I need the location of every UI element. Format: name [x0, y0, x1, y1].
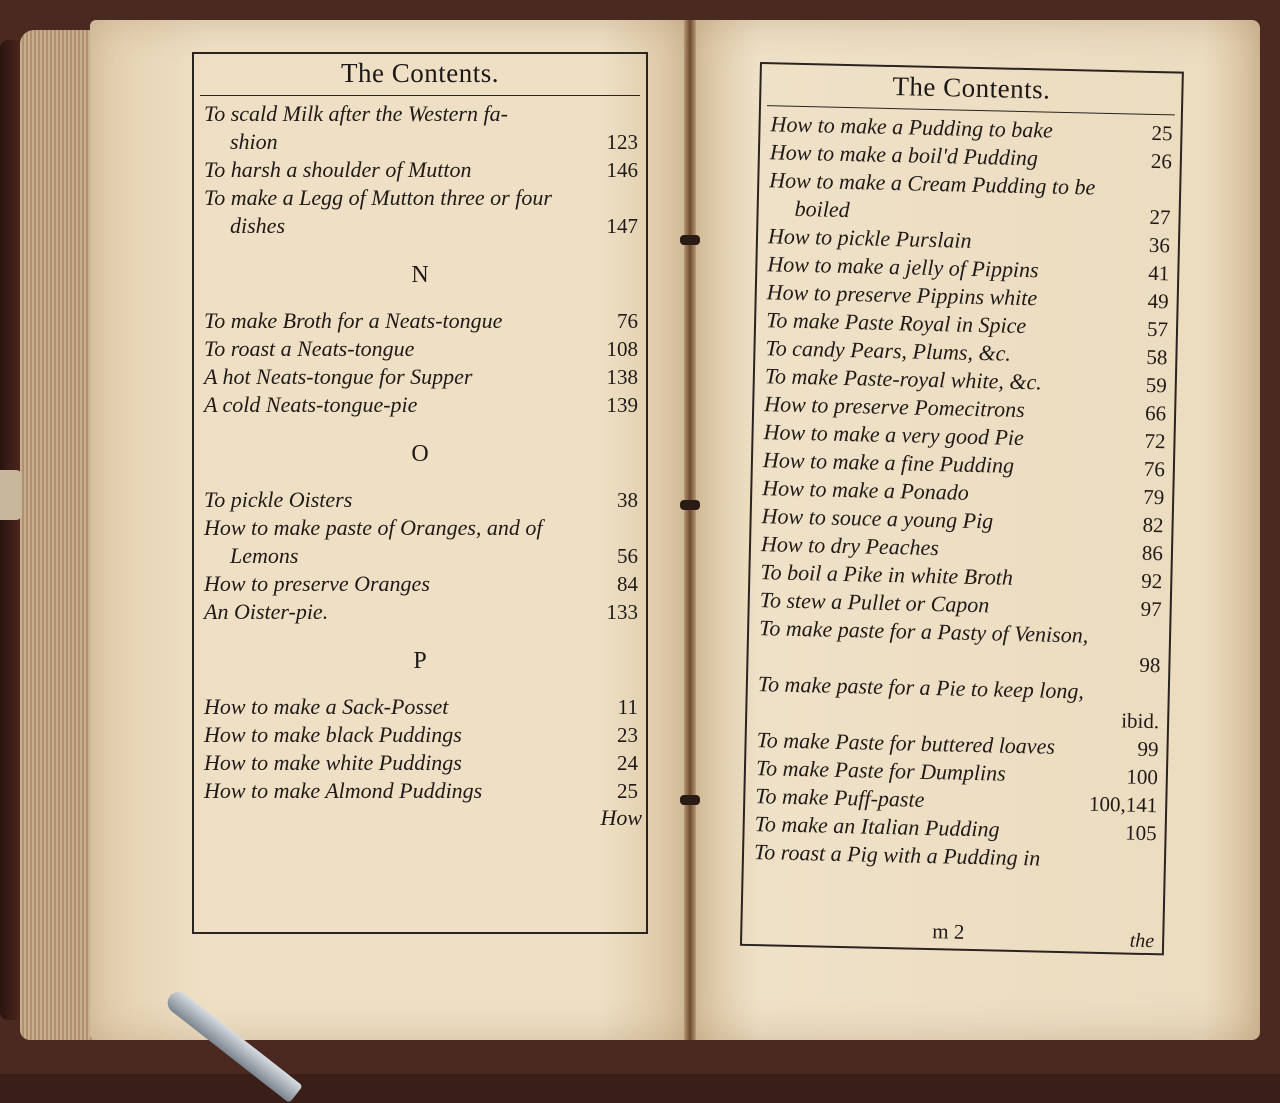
entry-page-number: 99 [1137, 736, 1159, 762]
section-o-entries [194, 486, 646, 626]
right-catchword: the [1129, 929, 1155, 953]
section-m-entries [194, 100, 646, 240]
entry-title: To make a Legg of Mutton three or four [204, 185, 552, 210]
entry-title: How to make a jelly of Pippins [767, 251, 1039, 283]
contents-entry [204, 391, 638, 419]
entry-page-number: 82 [1142, 512, 1164, 538]
entry-page-number: 146 [606, 158, 638, 182]
entry-title: How to pickle Purslain [767, 223, 972, 253]
right-page-entries [744, 110, 1181, 875]
entry-title: How to make paste of Oranges, and of [204, 515, 543, 540]
entry-page-number: 36 [1148, 232, 1171, 258]
entry-title: How to make Almond Puddings [204, 778, 483, 803]
entry-page-number: 41 [1148, 260, 1170, 286]
entry-title: How to make a Ponado [762, 475, 970, 505]
entry-title: To pickle Oisters [204, 487, 353, 512]
entry-page-number: 84 [617, 572, 638, 596]
entry-title-continued: dishes [230, 213, 285, 238]
entry-title: To scald Milk after the Western fa- [204, 101, 508, 126]
entry-page-number: 49 [1147, 288, 1169, 314]
right-contents-frame [740, 62, 1184, 955]
contents-entry [204, 100, 638, 128]
contents-entry [204, 721, 638, 749]
entry-title: To make Paste-royal white, &c. [764, 363, 1043, 395]
entry-page-number: 57 [1146, 316, 1169, 342]
contents-entry [204, 693, 638, 721]
entry-title: To harsh a shoulder of Mutton [204, 157, 472, 182]
entry-title: How to souce a young Pig [761, 503, 994, 534]
entry-page-number: 38 [617, 488, 638, 512]
contents-entry [204, 486, 638, 514]
entry-page-number: 100,141 [1088, 791, 1158, 818]
entry-title: How to make a fine Pudding [762, 447, 1015, 478]
entry-title: How to make a boil'd Pudding [769, 139, 1039, 171]
entry-title: How to preserve Oranges [204, 571, 430, 596]
section-n-entries [194, 307, 646, 419]
entry-title: A cold Neats-tongue-pie [204, 392, 418, 417]
contents-entry-continued [204, 128, 638, 156]
entry-title: To make Paste for buttered loaves [756, 727, 1056, 759]
section-p-entries [194, 693, 646, 805]
left-page-heading: The Contents. [341, 58, 499, 88]
contents-entry [204, 335, 638, 363]
right-page-heading: The Contents. [892, 71, 1051, 105]
entry-title: To stew a Pullet or Capon [759, 587, 990, 618]
entry-title: To roast a Neats-tongue [204, 336, 415, 361]
contents-entry-continued [204, 542, 638, 570]
entry-title: How to dry Peaches [760, 531, 940, 561]
left-catchword: How [600, 805, 642, 830]
left-contents-frame [192, 52, 648, 934]
entry-page-number: 56 [617, 544, 638, 568]
entry-page-number: 76 [617, 309, 638, 333]
entry-title: A hot Neats-tongue for Supper [204, 364, 473, 389]
book-gutter [684, 20, 696, 1040]
entry-page-number: 86 [1141, 540, 1164, 566]
entry-page-number: 76 [1143, 456, 1166, 482]
entry-page-number: 133 [606, 600, 638, 624]
entry-page-number: 123 [606, 130, 638, 154]
contents-entry [204, 749, 638, 777]
binding-stitch [680, 235, 700, 245]
entry-page-number: 25 [1151, 120, 1173, 146]
entry-title: To make an Italian Pudding [754, 811, 1000, 842]
entry-page-number: 26 [1150, 148, 1173, 174]
signature-mark: m 2 [932, 919, 965, 944]
entry-title: How to make a Pudding to bake [770, 111, 1054, 143]
entry-page-number: 72 [1144, 428, 1166, 454]
entry-title: An Oister-pie. [204, 599, 329, 624]
heading-rule [200, 95, 640, 96]
contents-entry [204, 514, 638, 542]
entry-page-number: 100 [1126, 764, 1159, 790]
contents-entry [204, 156, 638, 184]
contents-entry [204, 570, 638, 598]
entry-page-number: 59 [1145, 372, 1168, 398]
entry-title: How to preserve Pippins white [766, 279, 1038, 311]
entry-page-number: 92 [1141, 568, 1163, 594]
entry-page-number: 97 [1140, 596, 1162, 622]
entry-page-number: 108 [606, 337, 638, 361]
entry-page-number: 24 [617, 751, 638, 775]
entry-title-continued: Lemons [230, 543, 299, 568]
entry-title: How to make black Puddings [204, 722, 462, 747]
contents-entry [204, 777, 638, 805]
entry-page-number: 23 [617, 723, 638, 747]
entry-page-number: 25 [617, 779, 638, 803]
entry-page-number: 139 [606, 393, 638, 417]
entry-page-number: 27 [1149, 204, 1171, 230]
entry-title: To make Paste Royal in Spice [765, 307, 1027, 339]
entry-title: To make Broth for a Neats-tongue [204, 308, 503, 333]
entry-title: How to make a Cream Pudding to be [769, 167, 1096, 200]
contents-entry [204, 598, 638, 626]
entry-title-continued: boiled [794, 195, 850, 223]
entry-title: How to make a very good Pie [763, 419, 1025, 451]
entry-title: How to make white Puddings [204, 750, 462, 775]
section-letter-o: O [411, 441, 429, 467]
entry-title: To make Paste for Dumplins [755, 755, 1006, 786]
section-letter-n: N [411, 262, 429, 288]
contents-entry [204, 307, 638, 335]
entry-page-number: 79 [1142, 484, 1165, 510]
entry-title: To make paste for a Pie to keep long, [757, 671, 1085, 704]
entry-page-number: ibid. [1120, 708, 1160, 734]
bookmark-tab [0, 470, 22, 520]
entry-page-number: 147 [606, 214, 638, 238]
entry-title: How to make a Sack-Posset [204, 694, 449, 719]
entry-page-number: 11 [617, 695, 638, 719]
entry-title: To candy Pears, Plums, &c. [765, 335, 1012, 366]
section-letter-p: P [413, 648, 427, 674]
entry-page-number: 138 [606, 365, 638, 389]
binding-stitch [680, 795, 700, 805]
entry-title: How to preserve Pomecitrons [763, 391, 1025, 423]
entry-title: To make paste for a Pasty of Venison, [758, 615, 1089, 648]
entry-page-number: 66 [1144, 400, 1167, 426]
entry-page-number: 58 [1146, 344, 1168, 370]
binding-stitch [680, 500, 700, 510]
entry-page-number: 105 [1124, 820, 1157, 846]
contents-entry-continued [204, 212, 638, 240]
entry-title: To boil a Pike in white Broth [760, 559, 1014, 590]
entry-title: To roast a Pig with a Pudding in [753, 839, 1041, 871]
contents-entry [204, 363, 638, 391]
entry-title: To make Puff-paste [755, 783, 925, 812]
entry-page-number: 98 [1139, 652, 1161, 678]
contents-entry [204, 184, 638, 212]
entry-title-continued: shion [230, 129, 278, 154]
